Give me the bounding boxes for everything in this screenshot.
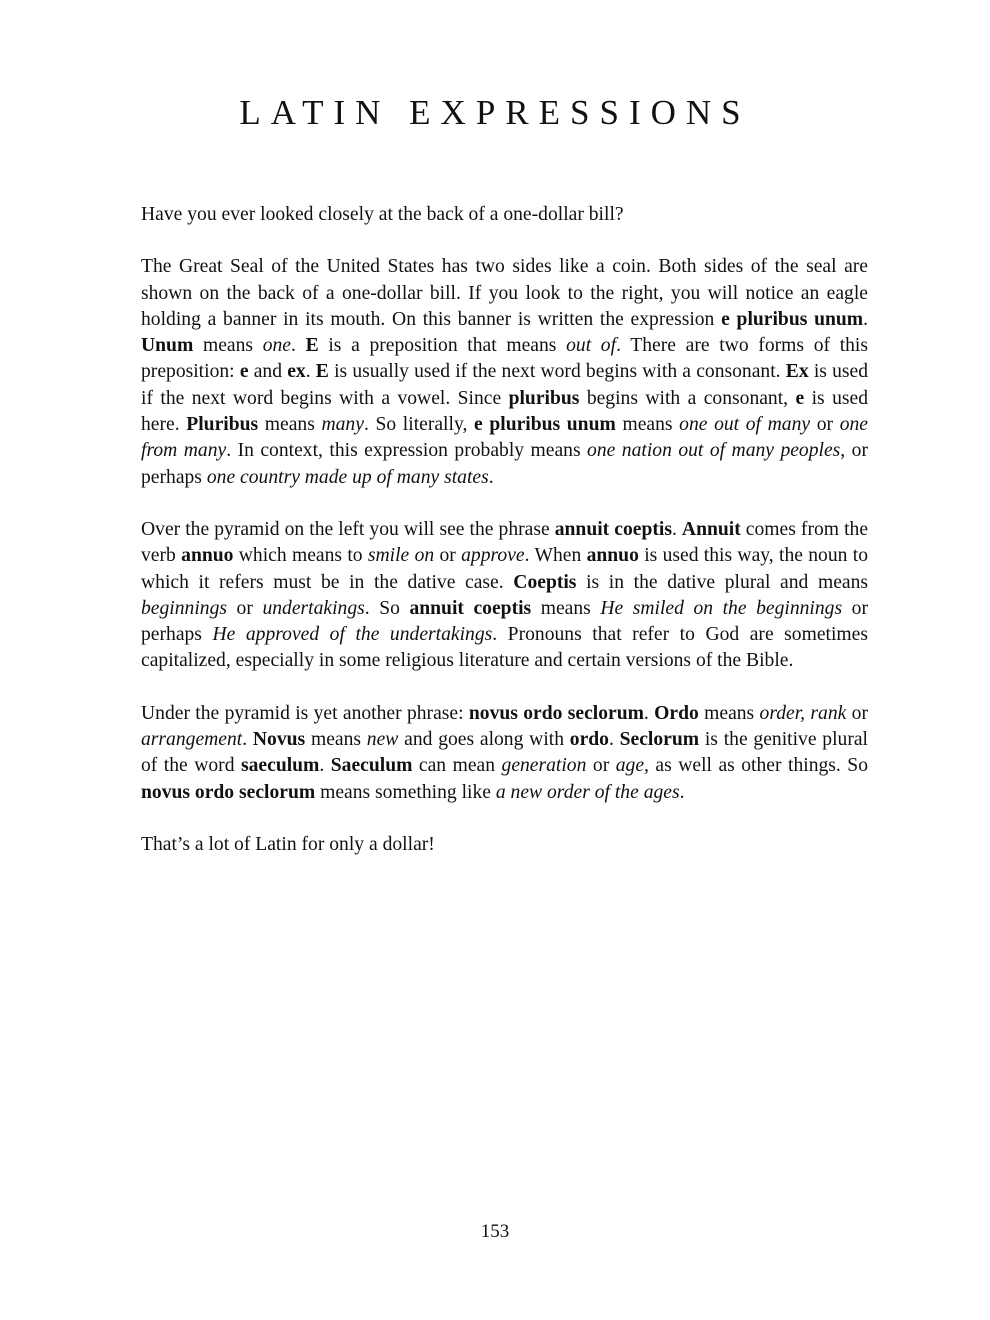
bold-term: novus ordo seclorum	[141, 781, 316, 803]
text-run: . So literally,	[363, 414, 475, 436]
italic-text: smile on	[367, 545, 435, 567]
bold-term: e pluribus unum	[721, 308, 864, 330]
italic-text: one	[262, 335, 291, 357]
italic-text: one nation out of many peoples	[587, 440, 841, 462]
italic-text: arrangement	[141, 729, 243, 751]
bold-term: annuit coeptis	[409, 597, 532, 619]
bold-term: annuit coeptis	[554, 518, 672, 540]
bold-term: annuo	[181, 545, 234, 567]
text-run: means something like	[315, 781, 496, 803]
text-run: .	[671, 518, 682, 540]
text-run: is a preposition that means	[318, 335, 567, 357]
text-run: is used this way, the noun to which it refers must be in the dative case.	[141, 545, 869, 593]
bold-term: ex	[287, 361, 306, 383]
italic-text: one country made up of many states	[206, 466, 489, 488]
bold-term: Coeptis	[513, 571, 577, 593]
text-run: can mean	[412, 755, 502, 777]
text-run: . When	[524, 545, 587, 567]
italic-text: a new order of the ages	[495, 781, 680, 803]
text-run: or perhaps	[141, 597, 868, 646]
bold-term: Novus	[252, 729, 306, 751]
bold-term: e pluribus unum	[474, 414, 616, 436]
text-run: .	[608, 729, 620, 751]
bold-term: annuo	[586, 545, 639, 567]
text-run: .	[242, 729, 253, 751]
paragraph-intro	[141, 202, 868, 228]
paragraph-novus-ordo-seclorum	[141, 701, 868, 806]
italic-text: undertakings	[262, 597, 365, 619]
text-run: .	[291, 335, 306, 357]
italic-text: approve	[461, 545, 525, 567]
page-title: LATIN EXPRESSIONS	[239, 93, 751, 132]
text-run: .	[643, 702, 655, 724]
text-run: .	[305, 361, 316, 383]
bold-term: Saeculum	[330, 755, 413, 777]
body-text	[141, 202, 868, 884]
bold-term: e	[239, 361, 249, 383]
bold-term: Annuit	[681, 518, 741, 540]
text-run: means	[258, 414, 322, 436]
text-run: is used here.	[141, 387, 868, 436]
text-run: The Great Seal of the United States has two sides like a coin. Both sides of the seal are shown on the back of a one-dollar bill. If you look to the right, you will notice an eagle holding a banner in its mouth. On this banner is written the expression	[141, 256, 868, 330]
text-run: is in the dative plural and means	[576, 571, 869, 593]
text-run: is used if the next word begins with a vowel. Since	[141, 361, 868, 409]
text-run: .	[863, 308, 869, 330]
italic-text: generation	[501, 755, 587, 777]
text-run: means	[615, 414, 680, 436]
text-run: . So	[364, 597, 410, 619]
text-run: . Pronouns that refer to God are sometimes capitalized, especially in some religious literature and certain versions of the Bible.	[141, 624, 868, 672]
bold-term: e	[795, 387, 805, 409]
text-run: or	[586, 755, 616, 777]
text-run: begins with a consonant,	[579, 387, 796, 409]
text-run: is the genitive plural of the word	[141, 729, 868, 777]
text-run: or	[434, 545, 462, 567]
bold-term: Ex	[785, 361, 809, 383]
text-run: or	[846, 702, 868, 724]
paragraph-annuit-coeptis	[141, 517, 868, 675]
text-run: . There are two forms of this preposition:	[141, 335, 869, 383]
bold-term: ordo	[569, 729, 609, 751]
italic-text: age,	[615, 755, 649, 777]
text-run: comes from the verb	[141, 518, 869, 567]
bold-term: Unum	[141, 335, 194, 357]
italic-text: out of	[566, 335, 617, 357]
text-run: .	[319, 755, 331, 777]
text-run: means	[531, 597, 601, 619]
text-run: . In context, this expression probably means	[226, 440, 588, 462]
text-run: That’s a lot of Latin for only a dollar!	[141, 833, 435, 855]
italic-text: one from many	[141, 414, 868, 462]
text-run: is usually used if the next word begins with a consonant.	[328, 361, 786, 383]
text-run: or	[227, 597, 263, 619]
italic-text: order, rank	[759, 702, 847, 724]
text-run: Under the pyramid is yet another phrase:	[141, 702, 469, 724]
italic-text: many	[321, 414, 364, 436]
text-run: and	[248, 361, 288, 383]
bold-term: novus ordo seclorum	[468, 702, 644, 724]
text-run: Have you ever looked closely at the back of a one-dollar bill?	[141, 204, 624, 225]
paragraph-closing	[141, 832, 868, 858]
text-run: as well as other things. So	[648, 755, 868, 777]
text-run: means	[305, 729, 367, 751]
italic-text: He smiled on the beginnings	[600, 597, 843, 619]
paragraph-e-pluribus-unum	[141, 254, 868, 491]
italic-text: new	[366, 729, 399, 751]
text-run: means	[193, 335, 263, 357]
bold-term: saeculum	[241, 755, 320, 777]
text-run: means	[698, 702, 760, 724]
bold-term: Seclorum	[619, 729, 700, 751]
italic-text: He approved of the undertakings	[212, 624, 493, 646]
bold-term: Pluribus	[186, 414, 259, 436]
text-run: , or perhaps	[141, 440, 868, 488]
text-run: which means to	[233, 545, 368, 567]
text-run: or	[810, 414, 840, 436]
page-number: 153	[480, 1221, 510, 1242]
italic-text: beginnings	[141, 597, 227, 619]
bold-term: E	[305, 335, 319, 357]
text-run: Over the pyramid on the left you will see the phrase	[141, 518, 555, 540]
bold-term: pluribus	[508, 387, 580, 409]
text-run: .	[679, 781, 685, 803]
text-run: .	[488, 466, 494, 488]
bold-term: E	[315, 361, 329, 383]
bold-term: Ordo	[654, 702, 699, 724]
italic-text: one out of many	[679, 414, 811, 436]
text-run: and goes along with	[398, 729, 570, 751]
